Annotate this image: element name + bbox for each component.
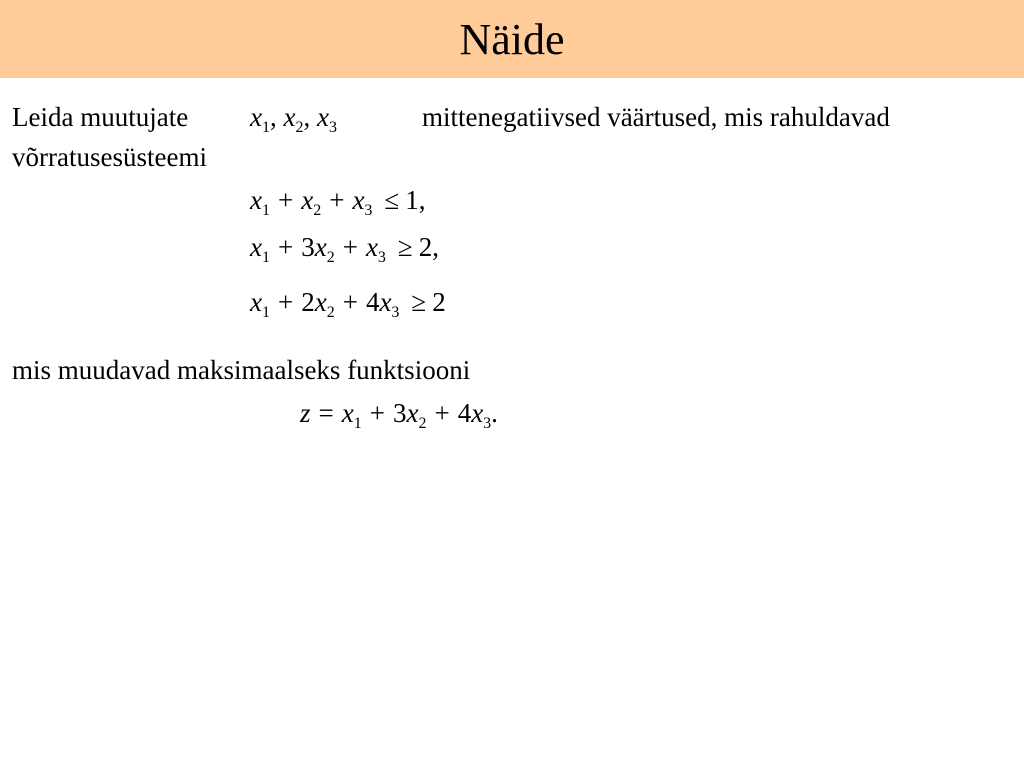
objective-text: mis muudavad maksimaalseks funktsiooni: [12, 355, 471, 385]
constraint-3: $x_1 + 2x_2 + 4x_3 \ge 2$: [250, 287, 446, 321]
intro-lead: Leida muutujate: [12, 102, 189, 132]
constraint-1: $x_1 + x_2 + x_3 \le 1$,: [250, 185, 426, 219]
constraint-2: $x_1 + 3x_2 + x_3 \ge 2$,: [250, 232, 439, 266]
slide-title: Näide: [459, 15, 565, 64]
intro-line2: võrratusesüsteemi: [12, 142, 207, 172]
intro-tail: mittenegatiivsed väärtused, mis rahuldavad: [422, 102, 890, 132]
intro-variables: $x_1$, $x_2$, $x_3$: [250, 102, 337, 136]
objective-function: $z = x_1 + 3x_2 + 4x_3$.: [300, 398, 498, 432]
